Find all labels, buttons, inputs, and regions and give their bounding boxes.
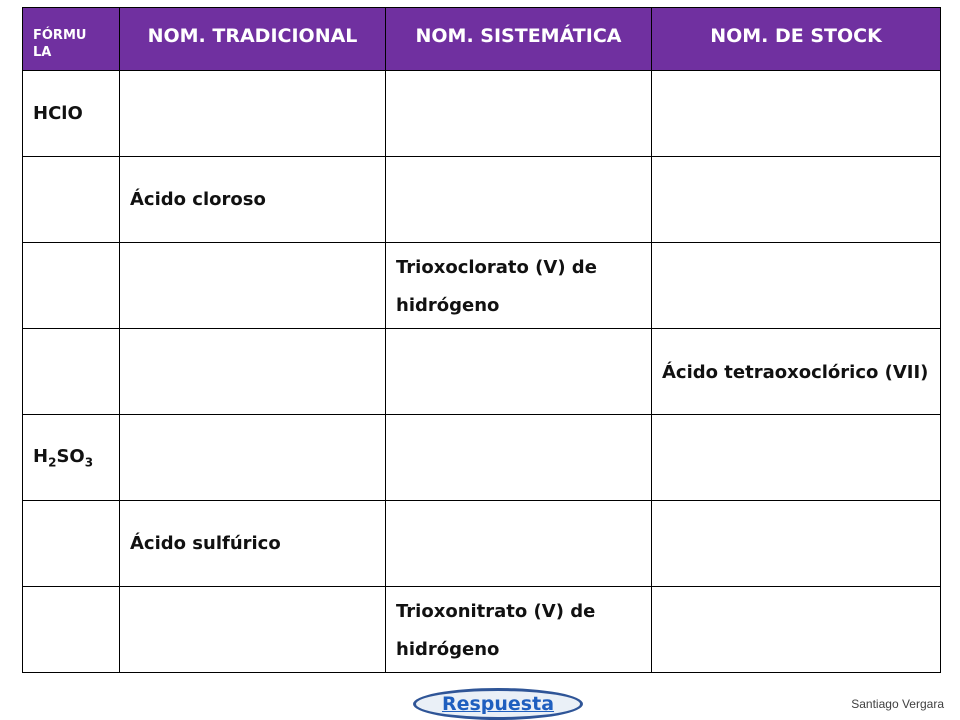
table-row xyxy=(23,501,941,587)
cell-stock[interactable] xyxy=(652,243,941,329)
cell-stock[interactable] xyxy=(652,415,941,501)
cell-stock[interactable] xyxy=(652,501,941,587)
cell-systematic[interactable]: Trioxonitrato (V) de hidrógeno xyxy=(386,587,652,673)
cell-traditional[interactable]: Ácido sulfúrico xyxy=(120,501,386,587)
cell-systematic[interactable] xyxy=(386,71,652,157)
cell-systematic[interactable] xyxy=(386,329,652,415)
formula-element: H xyxy=(33,445,49,467)
formula-element: SO xyxy=(56,445,85,467)
cell-traditional[interactable]: Ácido cloroso xyxy=(120,157,386,243)
cell-formula[interactable] xyxy=(23,587,120,673)
cell-stock[interactable] xyxy=(652,587,941,673)
cell-traditional[interactable] xyxy=(120,587,386,673)
cell-systematic[interactable] xyxy=(386,157,652,243)
cell-systematic[interactable]: Trioxoclorato (V) de hidrógeno xyxy=(386,243,652,329)
table-row xyxy=(23,587,941,673)
cell-formula[interactable] xyxy=(23,501,120,587)
cell-traditional[interactable] xyxy=(120,243,386,329)
table-header-row xyxy=(23,8,941,71)
cell-systematic[interactable] xyxy=(386,415,652,501)
cell-formula[interactable]: HClO xyxy=(23,71,120,157)
formula-subscript: 2 xyxy=(48,455,57,470)
table-row xyxy=(23,71,941,157)
table-row xyxy=(23,329,941,415)
table-row xyxy=(23,415,941,501)
cell-formula[interactable] xyxy=(23,329,120,415)
cell-stock[interactable] xyxy=(652,71,941,157)
cell-formula[interactable] xyxy=(23,243,120,329)
table-row xyxy=(23,243,941,329)
answer-button[interactable]: Respuesta xyxy=(413,688,583,720)
formula-subscript: 3 xyxy=(84,455,94,470)
cell-systematic[interactable] xyxy=(386,501,652,587)
cell-traditional[interactable] xyxy=(120,415,386,501)
table-row xyxy=(23,157,941,243)
cell-stock[interactable] xyxy=(652,157,941,243)
cell-stock[interactable]: Ácido tetraoxoclórico (VII) xyxy=(652,329,941,415)
nomenclature-table xyxy=(22,7,941,673)
header-stock: NOM. DE STOCK xyxy=(652,8,941,71)
header-traditional: NOM. TRADICIONAL xyxy=(120,8,386,71)
cell-traditional[interactable] xyxy=(120,329,386,415)
header-systematic: NOM. SISTEMÁTICA xyxy=(386,8,652,71)
author-credit: Santiago Vergara xyxy=(851,697,944,711)
cell-formula[interactable] xyxy=(23,415,120,501)
header-formula: FÓRMU LA xyxy=(23,8,120,71)
cell-traditional[interactable] xyxy=(120,71,386,157)
cell-formula[interactable] xyxy=(23,157,120,243)
